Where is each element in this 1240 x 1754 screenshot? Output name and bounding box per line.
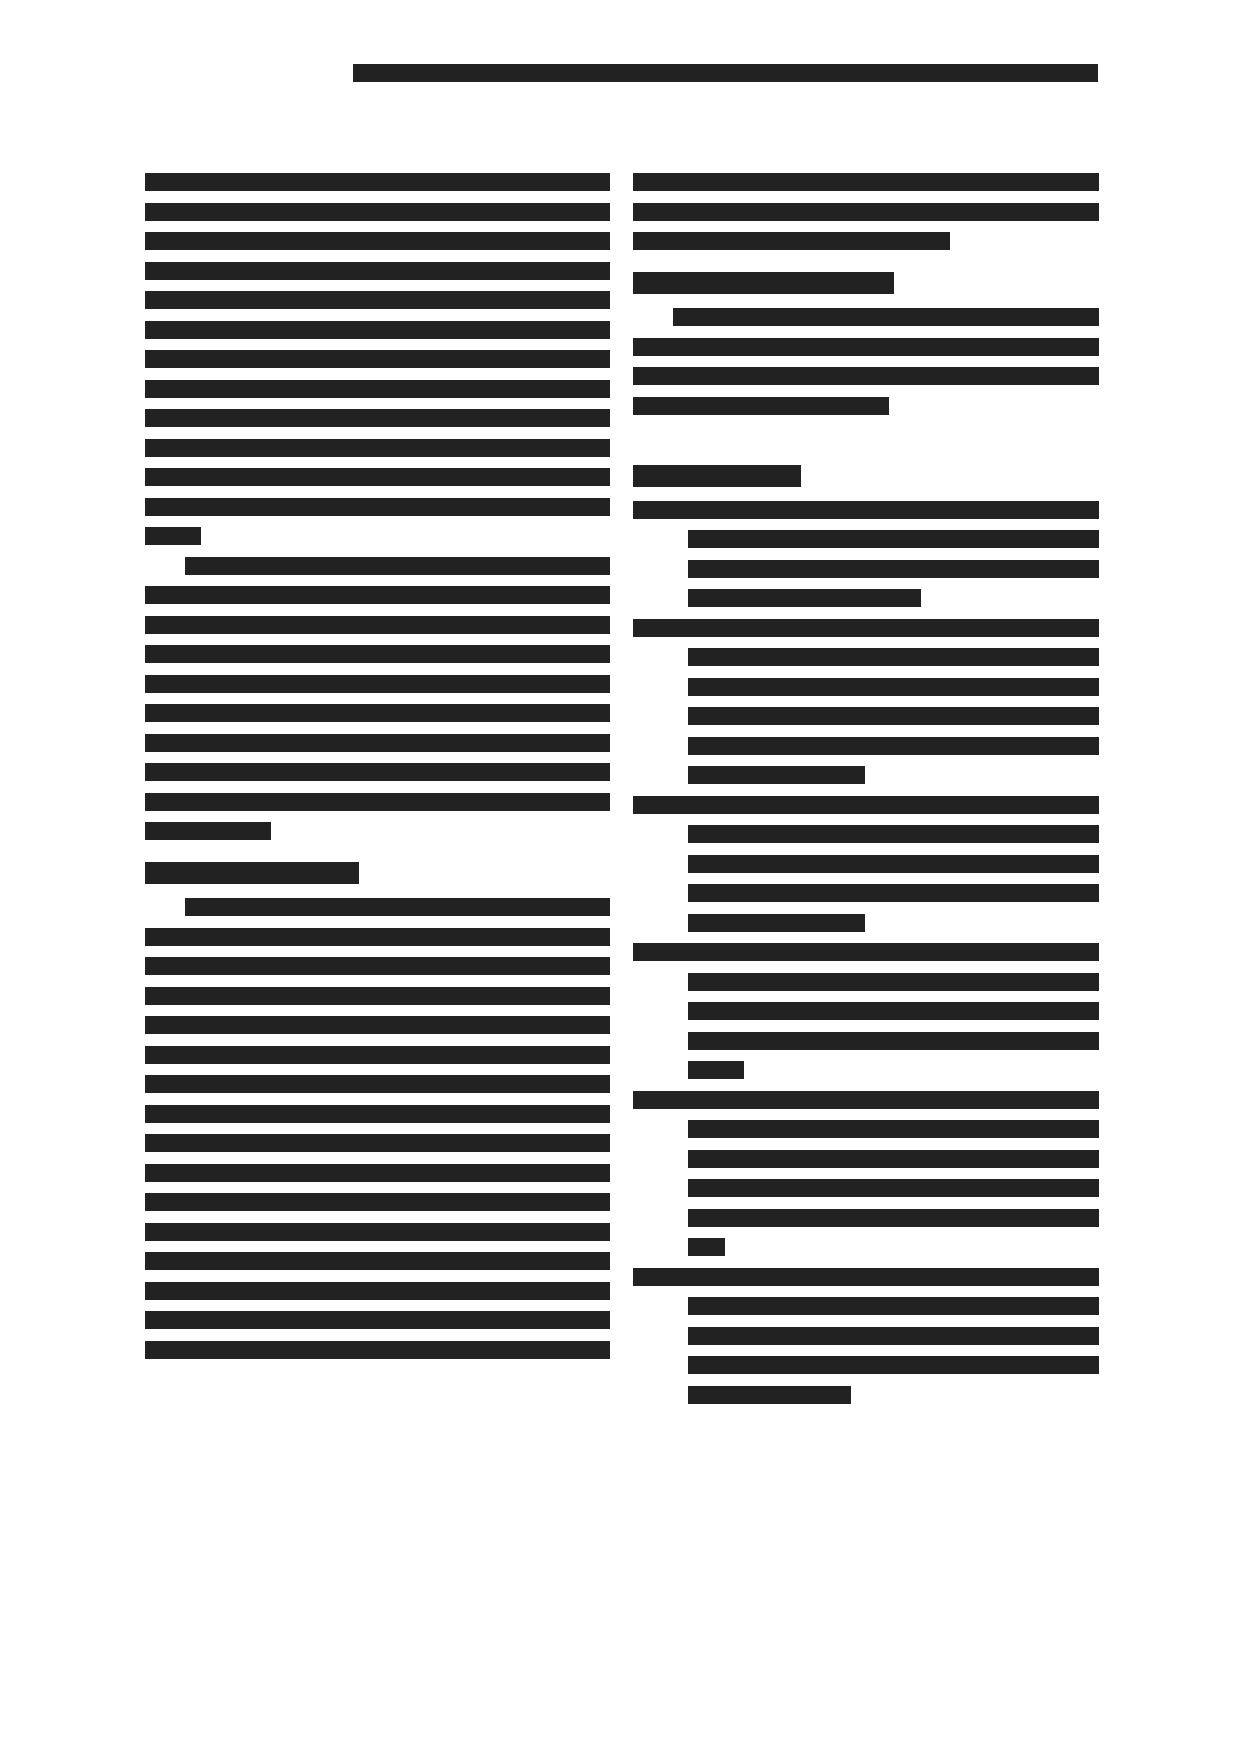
acknowledgment-heading [633,272,894,294]
references-heading [633,465,801,487]
left-column [145,173,610,1370]
reference-entry [633,943,1099,1079]
right-column [633,173,1099,1415]
reference-entry [633,796,1099,932]
reference-entry [633,619,1099,785]
section-paragraph [145,898,610,1359]
section-heading [145,862,359,884]
reference-list [633,501,1099,1404]
body-paragraph [145,173,610,545]
reference-entry [633,1268,1099,1404]
acknowledgment-paragraph [633,308,1099,415]
running-header [353,64,1098,82]
body-paragraph [633,173,1099,250]
reference-entry [633,501,1099,608]
reference-entry [633,1091,1099,1257]
body-paragraph [145,557,610,841]
